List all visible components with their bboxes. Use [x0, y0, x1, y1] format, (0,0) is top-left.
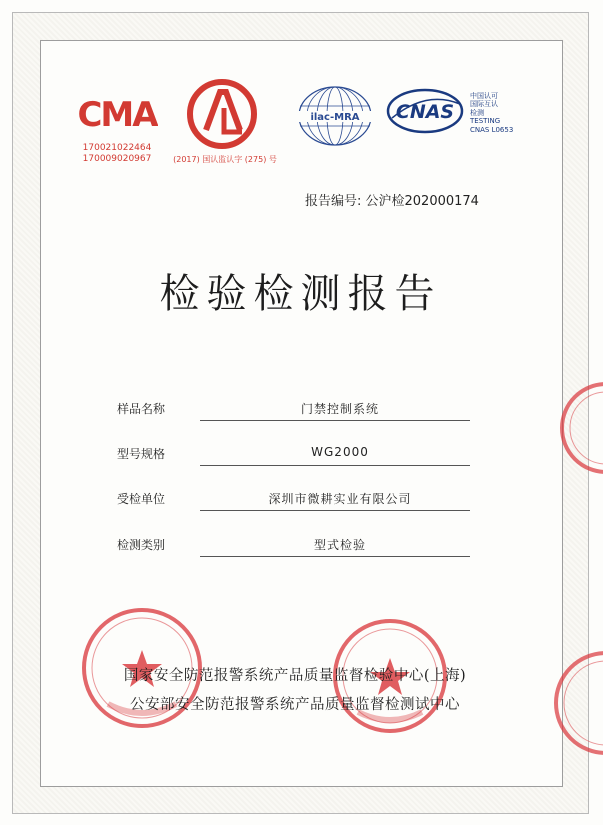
report-number: 报告编号: 公沪检202000174: [305, 194, 479, 209]
svg-text:CMA: CMA: [77, 95, 157, 135]
cnas-line: 中国认可: [470, 92, 498, 100]
field-row-test-type: [0, 528, 603, 558]
svg-text:CNAS: CNAS: [395, 101, 455, 123]
cal-logo-icon: [186, 78, 258, 150]
cnas-text: [470, 92, 513, 134]
field-label: 检测类别: [117, 538, 166, 552]
underline: [200, 556, 470, 557]
cma-code-2: 170009020967: [82, 154, 152, 164]
cnas-line: 国际互认: [470, 100, 498, 109]
edge-seal-bottom-right-icon: [546, 648, 603, 758]
field-label: 受检单位: [117, 492, 166, 506]
cnas-line: TESTING: [470, 117, 501, 126]
field-label: 型号规格: [117, 447, 166, 461]
ilac-mra-logo-icon: [294, 84, 376, 148]
issuer-line-1: 国家安全防范报警系统产品质量监督检验中心(上海): [123, 668, 467, 684]
underline: [200, 510, 470, 511]
field-value: 型式检验: [313, 538, 366, 552]
field-value: 深圳市微耕实业有限公司: [268, 492, 412, 506]
edge-seal-right-icon: [556, 378, 603, 478]
cnas-line: CNAS L0653: [470, 125, 514, 134]
field-label: 样品名称: [117, 402, 166, 416]
svg-text:ilac-MRA: ilac-MRA: [310, 112, 360, 123]
cnas-line: 检测: [470, 108, 484, 117]
field-row-sample-name: [0, 392, 603, 422]
cnas-logo-icon: [386, 88, 464, 134]
field-row-model: [0, 437, 603, 467]
cal-caption: (2017) 国认监认字 (275) 号: [173, 155, 277, 164]
underline: [200, 465, 470, 466]
field-value: 门禁控制系统: [300, 402, 379, 416]
page-title: 检验检测报告: [159, 271, 442, 317]
cma-code-1: 170021022464: [82, 143, 152, 153]
field-row-client: [0, 482, 603, 512]
underline: [200, 420, 470, 421]
field-value: WG2000: [311, 445, 369, 459]
cma-logo-icon: [76, 84, 158, 142]
issuer-line-2: 公安部安全防范报警系统产品质量监督检测试中心: [130, 697, 460, 713]
